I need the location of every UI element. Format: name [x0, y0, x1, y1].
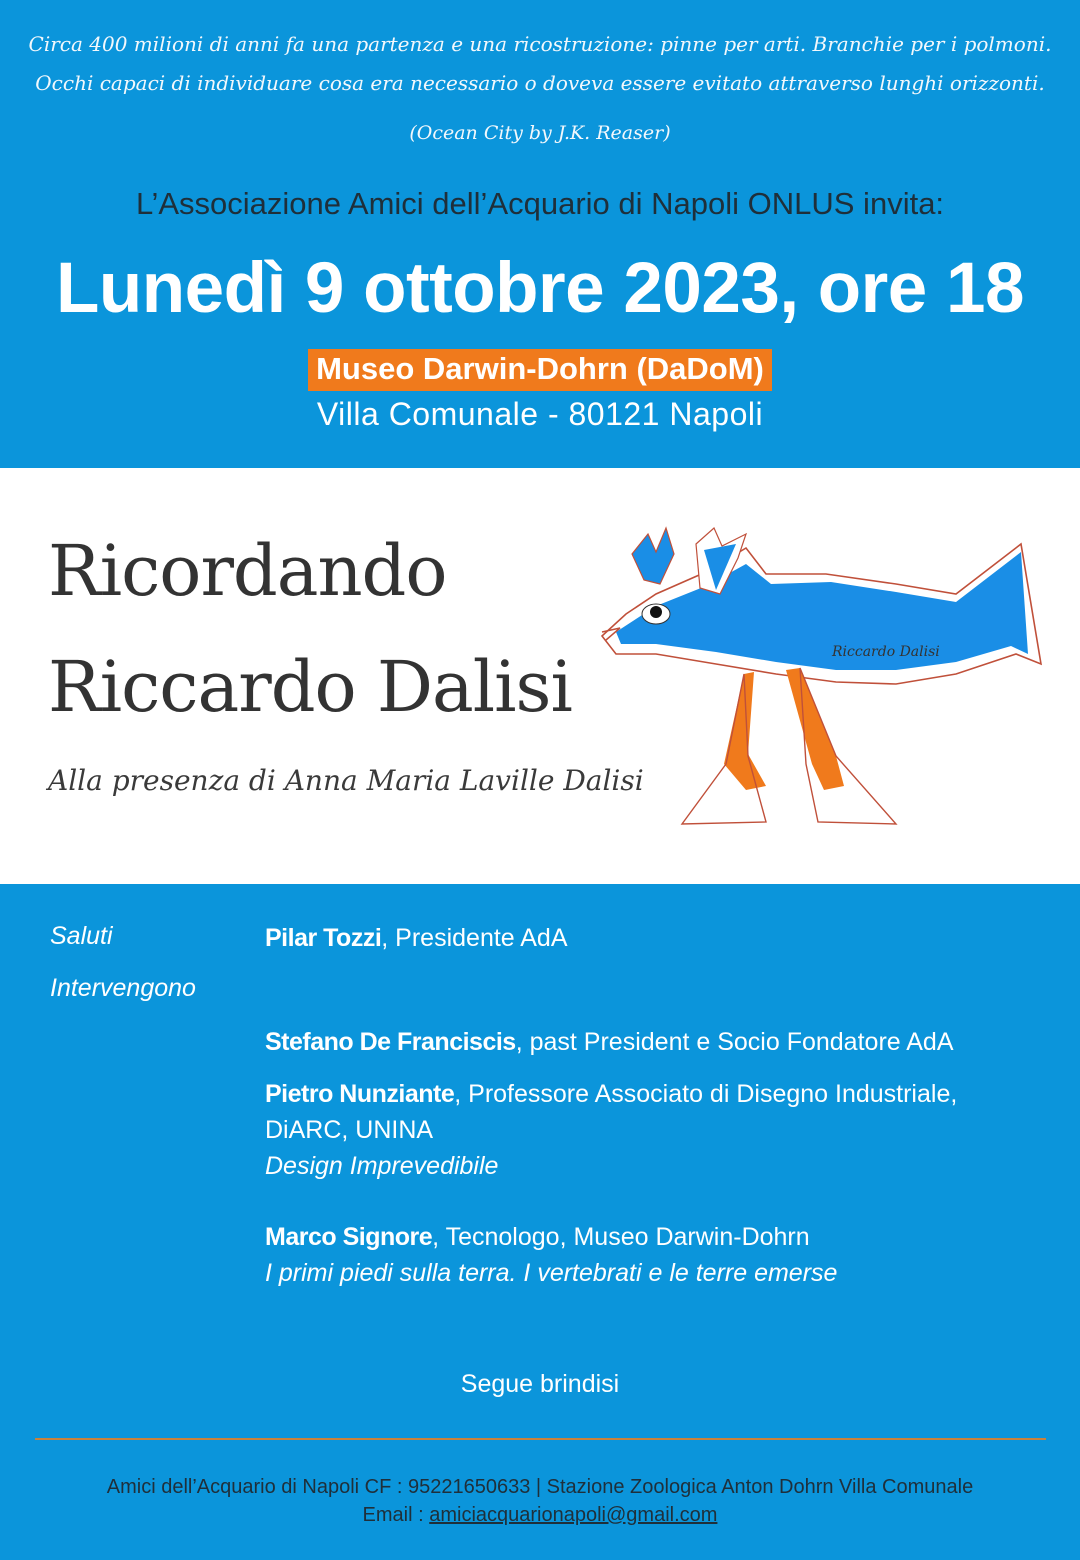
fish-eye [650, 606, 662, 618]
speaker-role: , Tecnologo, Museo Darwin-Dohrn [432, 1223, 810, 1251]
quote-line-1: Circa 400 milioni di anni fa una partenza e una ricostruzione: pinne per arti. Branchie per i polmoni. [28, 32, 1052, 56]
speaker-row [265, 1024, 1045, 1060]
feature-section [0, 468, 1080, 884]
footer-divider [35, 1438, 1046, 1440]
speaker-row [265, 920, 1045, 956]
presence-line: Alla presenza di Anna Maria Laville Dalisi [48, 764, 644, 797]
fish-leg-right [786, 668, 844, 790]
title-line-1: Ricordando [48, 530, 447, 612]
speaker-row [265, 1219, 1045, 1291]
talk-title: I primi piedi sulla terra. I vertebrati e le terre emerse [265, 1259, 838, 1287]
invitation-line: L’Associazione Amici dell’Acquario di Napoli ONLUS invita: [135, 186, 945, 221]
fish-signature: Riccardo Dalisi [832, 644, 940, 660]
footer-contact [0, 1504, 1080, 1527]
venue-address: Villa Comunale - 80121 Napoli [316, 396, 764, 432]
talk-title: Design Imprevedibile [265, 1152, 499, 1180]
fish-drawing [596, 524, 1046, 834]
saluti-label: Saluti [50, 922, 113, 950]
venue-badge: Museo Darwin-Dohrn (DaDoM) [308, 349, 772, 391]
speaker-name: Pilar Tozzi [265, 924, 382, 952]
speaker-name: Pietro Nunziante [265, 1080, 455, 1108]
quote-line-2: Occhi capaci di individuare cosa era necessario o doveva essere evitato attraverso lunghi orizzonti. [35, 71, 1045, 95]
event-date: Lunedì 9 ottobre 2023, ore 18 [56, 249, 1024, 328]
email-label: Email : [362, 1504, 430, 1526]
speaker-role: , Professore Associato di Disegno Industriale, [454, 1080, 958, 1108]
header-section [0, 0, 1080, 468]
speaker-role: , Presidente AdA [381, 924, 568, 952]
speaker-role-continued: DiARC, UNINA [265, 1116, 434, 1144]
program-section [0, 884, 1080, 1560]
speaker-role: , past President e Socio Fondatore AdA [515, 1028, 954, 1056]
email-link[interactable]: amiciacquarionapoli@gmail.com [429, 1504, 718, 1526]
speaker-row [265, 1076, 1045, 1184]
quote-source: (Ocean City by J.K. Reaser) [409, 122, 671, 144]
title-line-2: Riccardo Dalisi [48, 646, 572, 728]
speaker-name: Stefano De Franciscis [265, 1028, 516, 1056]
speaker-name: Marco Signore [265, 1223, 433, 1251]
closing-note: Segue brindisi [460, 1370, 620, 1398]
venue-wrapper [0, 349, 1080, 391]
fish-crest [632, 528, 674, 584]
footer-info: Amici dell’Acquario di Napoli CF : 95221650633 | Stazione Zoologica Anton Dohrn Villa Comunale [106, 1476, 974, 1498]
intervengono-label: Intervengono [50, 974, 196, 1002]
fish-body [616, 552, 1028, 670]
